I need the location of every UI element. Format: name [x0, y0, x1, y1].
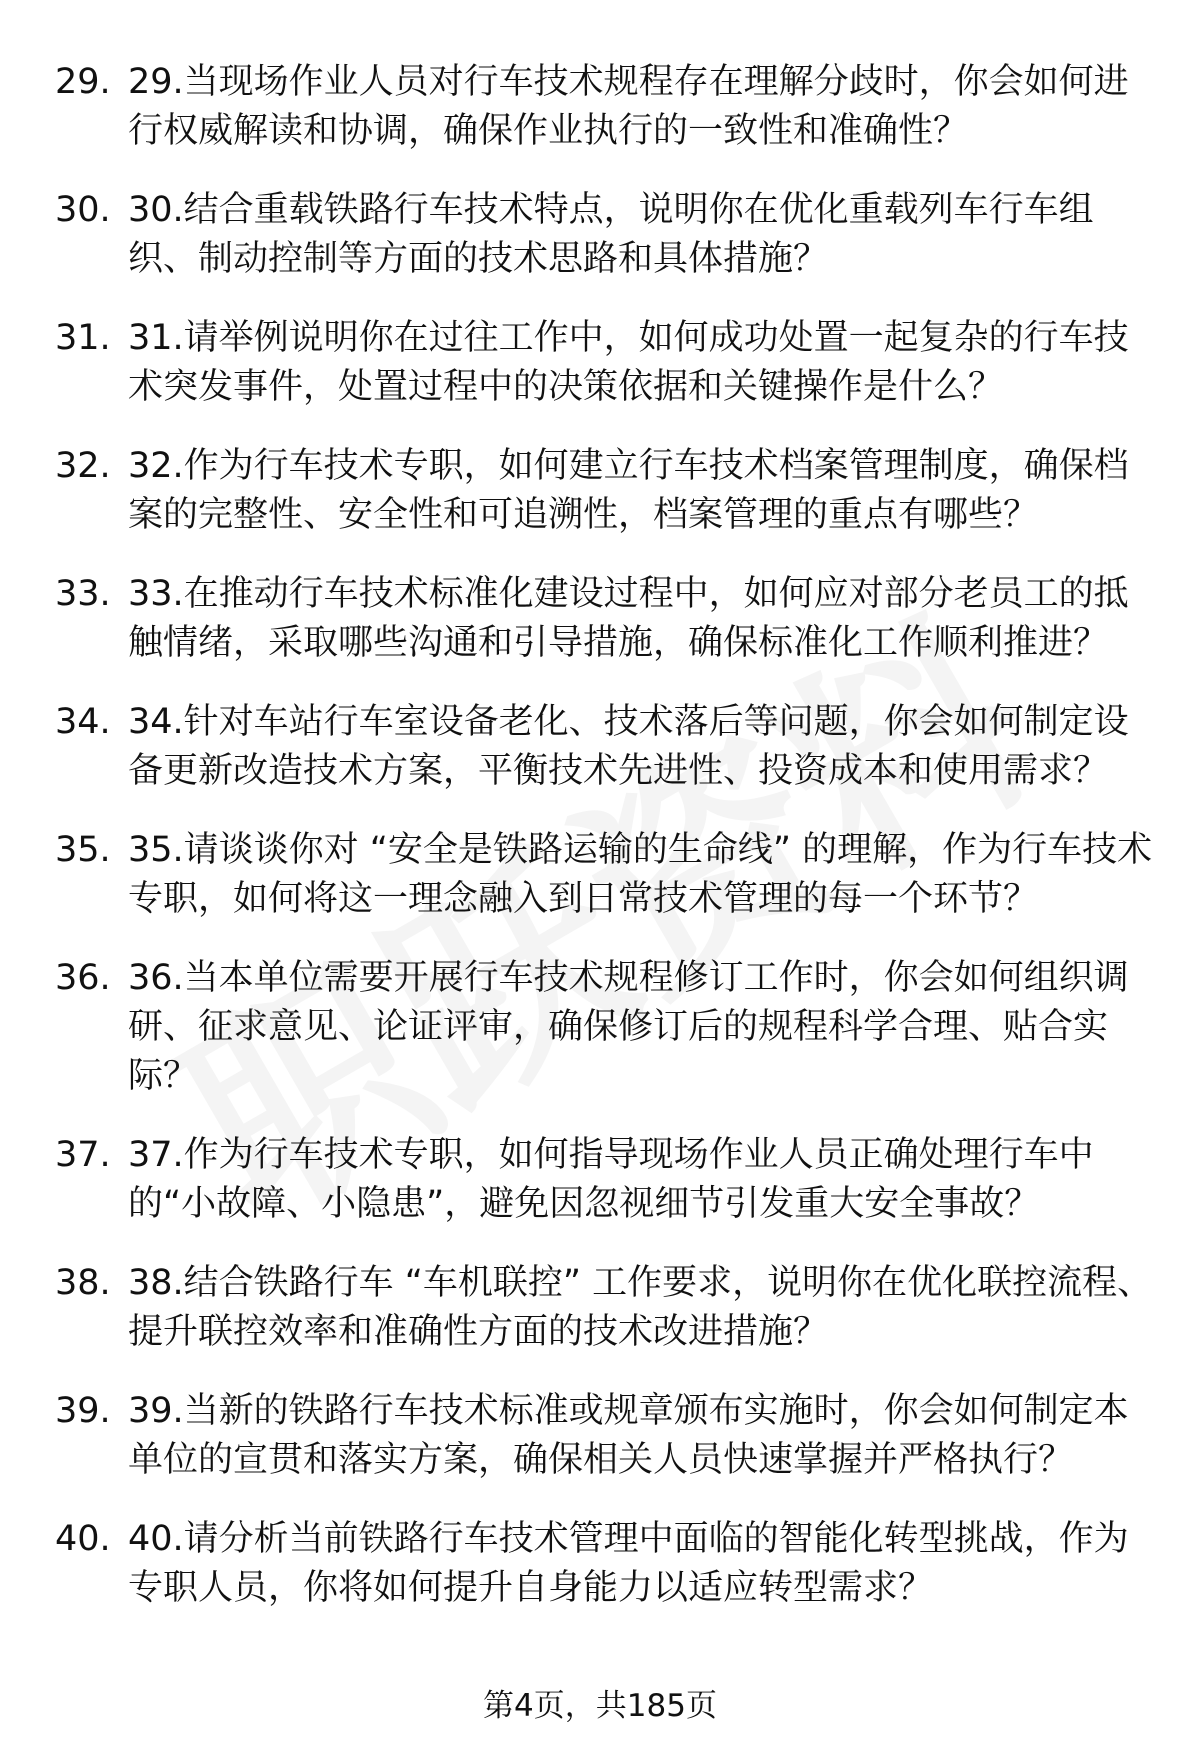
- list-item: [0, 1515, 1200, 1613]
- list-item: [0, 1131, 1200, 1229]
- question-number: 35.: [55, 830, 111, 870]
- list-item: [0, 1387, 1200, 1485]
- question-number: 29.: [55, 62, 111, 102]
- question-number: 32.: [55, 446, 111, 486]
- list-item: [0, 186, 1200, 284]
- question-number: 36.: [55, 958, 111, 998]
- question-text: 30.结合重载铁路行车技术特点，说明你在优化重载列车行车组织、制动控制等方面的技术思路和具体措施？: [128, 190, 1094, 279]
- question-text: 39.当新的铁路行车技术标准或规章颁布实施时，你会如何制定本单位的宣贯和落实方案，确保相关人员快速掌握并严格执行？: [128, 1391, 1129, 1480]
- question-text: 35.请谈谈你对 “安全是铁路运输的生命线” 的理解，作为行车技术专职，如何将这一理念融入到日常技术管理的每一个环节？: [128, 830, 1153, 919]
- question-number: 38.: [55, 1263, 111, 1303]
- list-item: [0, 570, 1200, 668]
- list-item: [0, 442, 1200, 540]
- question-text: 33.在推动行车技术标准化建设过程中，如何应对部分老员工的抵触情绪，采取哪些沟通和引导措施，确保标准化工作顺利推进？: [128, 574, 1129, 663]
- question-number: 31.: [55, 318, 111, 358]
- question-number: 37.: [55, 1135, 111, 1175]
- question-number: 34.: [55, 702, 111, 742]
- question-number: 40.: [55, 1519, 111, 1559]
- list-item: [0, 826, 1200, 924]
- list-item: [0, 58, 1200, 156]
- question-number: 33.: [55, 574, 111, 614]
- list-item: [0, 1259, 1200, 1357]
- question-text: 29.当现场作业人员对行车技术规程存在理解分歧时，你会如何进行权威解读和协调，确保作业执行的一致性和准确性？: [128, 62, 1129, 151]
- page-footer: 第4页，共185页: [483, 1688, 717, 1724]
- question-text: 32.作为行车技术专职，如何建立行车技术档案管理制度，确保档案的完整性、安全性和可追溯性，档案管理的重点有哪些？: [128, 446, 1129, 535]
- question-text: 40.请分析当前铁路行车技术管理中面临的智能化转型挑战，作为专职人员，你将如何提升自身能力以适应转型需求？: [128, 1519, 1129, 1608]
- list-item: [0, 698, 1200, 796]
- question-text: 37.作为行车技术专职，如何指导现场作业人员正确处理行车中的“小故障、小隐患”，避免因忽视细节引发重大安全事故？: [128, 1135, 1094, 1224]
- question-number: 30.: [55, 190, 111, 230]
- list-item: [0, 954, 1200, 1101]
- question-text: 34.针对车站行车室设备老化、技术落后等问题，你会如何制定设备更新改造技术方案，平衡技术先进性、投资成本和使用需求？: [128, 702, 1129, 791]
- question-list: [0, 58, 1200, 1643]
- question-text: 31.请举例说明你在过往工作中，如何成功处置一起复杂的行车技术突发事件，处置过程中的决策依据和关键操作是什么？: [128, 318, 1129, 407]
- question-number: 39.: [55, 1391, 111, 1431]
- question-text: 38.结合铁路行车 “车机联控” 工作要求，说明你在优化联控流程、提升联控效率和准确性方面的技术改进措施？: [128, 1263, 1153, 1352]
- list-item: [0, 314, 1200, 412]
- question-text: 36.当本单位需要开展行车技术规程修订工作时，你会如何组织调研、征求意见、论证评审，确保修订后的规程科学合理、贴合实际？: [128, 958, 1129, 1096]
